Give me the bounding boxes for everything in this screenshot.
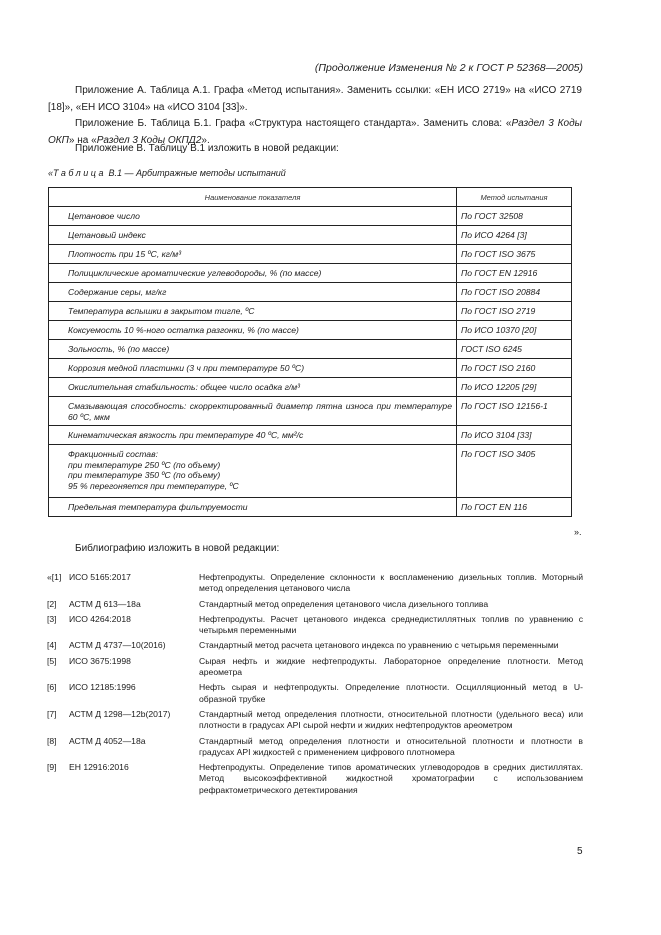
bib-title: Нефтепродукты. Определение склонности к воспламенению дизельных топлив. Моторный метод определения цетанового числа xyxy=(199,572,583,594)
method-cell: По ГОСТ ISO 3675 xyxy=(457,245,572,264)
bibliography-entry xyxy=(47,572,587,595)
indicator-cell: Предельная температура фильтруемости xyxy=(49,498,457,517)
method-cell: По ГОСТ ISO 2719 xyxy=(457,302,572,321)
indicator-cell: Окислительная стабильность: общее число осадка г/м³ xyxy=(49,378,457,397)
bib-standard: ИСО 3675:1998 xyxy=(69,655,131,666)
method-cell: По ГОСТ ISO 12156-1 xyxy=(457,397,572,426)
method-cell: По ГОСТ ISO 20884 xyxy=(457,283,572,302)
indicator-cell: Цетановое число xyxy=(49,207,457,226)
bib-standard: ИСО 4264:2018 xyxy=(69,613,131,624)
bib-title: Стандартный метод расчета цетанового индекса по уравнению с четырьмя переменными xyxy=(199,640,559,651)
table-row xyxy=(49,321,572,340)
method-cell: По ГОСТ 32508 xyxy=(457,207,572,226)
method-cell: По ИСО 10370 [20] xyxy=(457,321,572,340)
table-row xyxy=(49,426,572,445)
method-cell: По ИСО 4264 [3] xyxy=(457,226,572,245)
table-row xyxy=(49,207,572,226)
intro-paragraph-2: Приложение Б. Таблица Б.1. Графа «Структура настоящего стандарта». Заменить слова: «Раздел 3 Коды ОКП» на «Раздел 3 Коды ОКПД2». xyxy=(48,118,582,146)
table-caption: «Таблица В.1 — Арбитражные методы испытаний xyxy=(48,168,286,178)
arbitration-methods-table xyxy=(48,187,572,517)
table-row xyxy=(49,245,572,264)
bib-number: [6] xyxy=(47,682,57,693)
method-cell: По ГОСТ EN 116 xyxy=(457,498,572,517)
indicator-cell: Зольность, % (по массе) xyxy=(49,340,457,359)
column-header-indicator: Наименование показателя xyxy=(49,188,457,207)
indicator-cell: Цетановый индекс xyxy=(49,226,457,245)
indicator-line: 95 % перегоняется при температуре, ºС xyxy=(68,480,239,491)
page-header: (Продолжение Изменения № 2 к ГОСТ Р 52368—2005) xyxy=(314,62,583,74)
bibliography-intro: Библиографию изложить в новой редакции: xyxy=(75,543,280,554)
bib-number: [8] xyxy=(47,735,57,746)
indicator-cell: Плотность при 15 ºС, кг/м³ xyxy=(49,245,457,264)
table-row xyxy=(49,226,572,245)
bib-standard: АСТМ Д 613—18а xyxy=(69,598,141,609)
bib-title: Нефтепродукты. Определение типов ароматических углеводородов в средних дистиллятах. Метод высокоэффективной жидкостной хроматографии с использованием рефрактометрического детектирования xyxy=(199,762,583,795)
indicator-cell: Коррозия медной пластинки (3 ч при температуре 50 ºС) xyxy=(49,359,457,378)
bibliography-entry xyxy=(47,682,587,705)
table-row xyxy=(49,264,572,283)
indicator-cell-fractional xyxy=(49,445,457,498)
bib-standard: ИСО 12185:1996 xyxy=(69,682,136,693)
indicator-cell: Коксуемость 10 %-ного остатка разгонки, % (по массе) xyxy=(49,321,457,340)
indicator-line: при температуре 350 ºС (по объему) xyxy=(68,470,221,480)
table-row xyxy=(49,445,572,498)
table-row xyxy=(49,283,572,302)
bibliography-entry xyxy=(47,656,587,679)
bib-number: [3] xyxy=(47,613,57,624)
bib-title: Стандартный метод определения плотности и относительной плотности и плотности в градусах API жидкостей с применением цифрового плотномера xyxy=(199,735,583,757)
method-cell: По ГОСТ ISO 2160 xyxy=(457,359,572,378)
indicator-cell: Температура вспышки в закрытом тигле, ºС xyxy=(49,302,457,321)
bib-standard: АСТМ Д 1298—12b(2017) xyxy=(69,708,171,719)
table-row xyxy=(49,397,572,426)
bibliography-entry xyxy=(47,599,587,610)
table-row xyxy=(49,359,572,378)
bib-title: Нефтепродукты. Расчет цетанового индекса среднедистиллятных топлив по уравнению с четырьмя переменными xyxy=(199,613,583,636)
indicator-line: при температуре 250 ºС (по объему) xyxy=(68,459,221,470)
method-cell: По ИСО 12205 [29] xyxy=(457,378,572,397)
bib-title: Стандартный метод определения цетанового числа дизельного топлива xyxy=(199,598,489,609)
bibliography-entry xyxy=(47,762,587,796)
bib-standard: АСТМ Д 4052—18а xyxy=(69,735,146,746)
table-row xyxy=(49,302,572,321)
bib-number: [2] xyxy=(47,598,57,609)
bib-standard: ЕН 12916:2016 xyxy=(69,762,129,773)
indicator-cell: Содержание серы, мг/кг xyxy=(49,283,457,302)
intro-paragraph-3: Приложение В. Таблицу В.1 изложить в новой редакции: xyxy=(75,143,339,154)
indicator-cell: Смазывающая способность: скорректированный диаметр пятна износа при температуре 60 ºС, мкм xyxy=(49,397,457,426)
bib-number: «[1] xyxy=(47,572,62,582)
bibliography-list xyxy=(47,572,587,800)
bib-title: Сырая нефть и жидкие нефтепродукты. Лабораторное определение плотности. Метод ареометра xyxy=(199,655,583,678)
table-end-mark: ». xyxy=(574,527,582,537)
table-row xyxy=(49,498,572,517)
bib-title: Нефть сырая и нефтепродукты. Определение плотности. Осцилляционный метод в U-образной трубке xyxy=(199,682,583,704)
bib-number: [9] xyxy=(47,762,57,773)
table-row xyxy=(49,378,572,397)
indicator-line: Фракционный состав: xyxy=(68,449,158,459)
bibliography-entry xyxy=(47,614,587,637)
bib-number: [4] xyxy=(47,640,57,651)
bib-standard: АСТМ Д 4737—10(2016) xyxy=(69,640,166,651)
bib-title: Стандартный метод определения плотности, относительной плотности (удельного веса) или плотности в градусах API сырой нефти и жидких нефтепродуктов ареометром xyxy=(199,708,583,731)
bib-number: [7] xyxy=(47,708,57,719)
method-cell: По ИСО 3104 [33] xyxy=(457,426,572,445)
bibliography-entry xyxy=(47,709,587,732)
method-cell: ГОСТ ISO 6245 xyxy=(457,340,572,359)
method-cell: По ГОСТ ISO 3405 xyxy=(457,445,572,498)
intro-paragraph-1: Приложение А. Таблица А.1. Графа «Метод испытания». Заменить ссылки: «ЕН ИСО 2719» на «ИСО 2719 [18]», «ЕН ИСО 3104» на «ИСО 3104 [33]». xyxy=(48,85,582,113)
table-row xyxy=(49,340,572,359)
column-header-method: Метод испытания xyxy=(457,188,572,207)
bibliography-entry xyxy=(47,736,587,759)
bib-number: [5] xyxy=(47,655,57,666)
bibliography-entry xyxy=(47,640,587,651)
indicator-cell: Кинематическая вязкость при температуре 40 ºС, мм²/с xyxy=(49,426,457,445)
page-number: 5 xyxy=(577,846,583,857)
method-cell: По ГОСТ EN 12916 xyxy=(457,264,572,283)
bib-standard: ИСО 5165:2017 xyxy=(69,572,131,582)
indicator-cell: Полициклические ароматические углеводороды, % (по массе) xyxy=(49,264,457,283)
